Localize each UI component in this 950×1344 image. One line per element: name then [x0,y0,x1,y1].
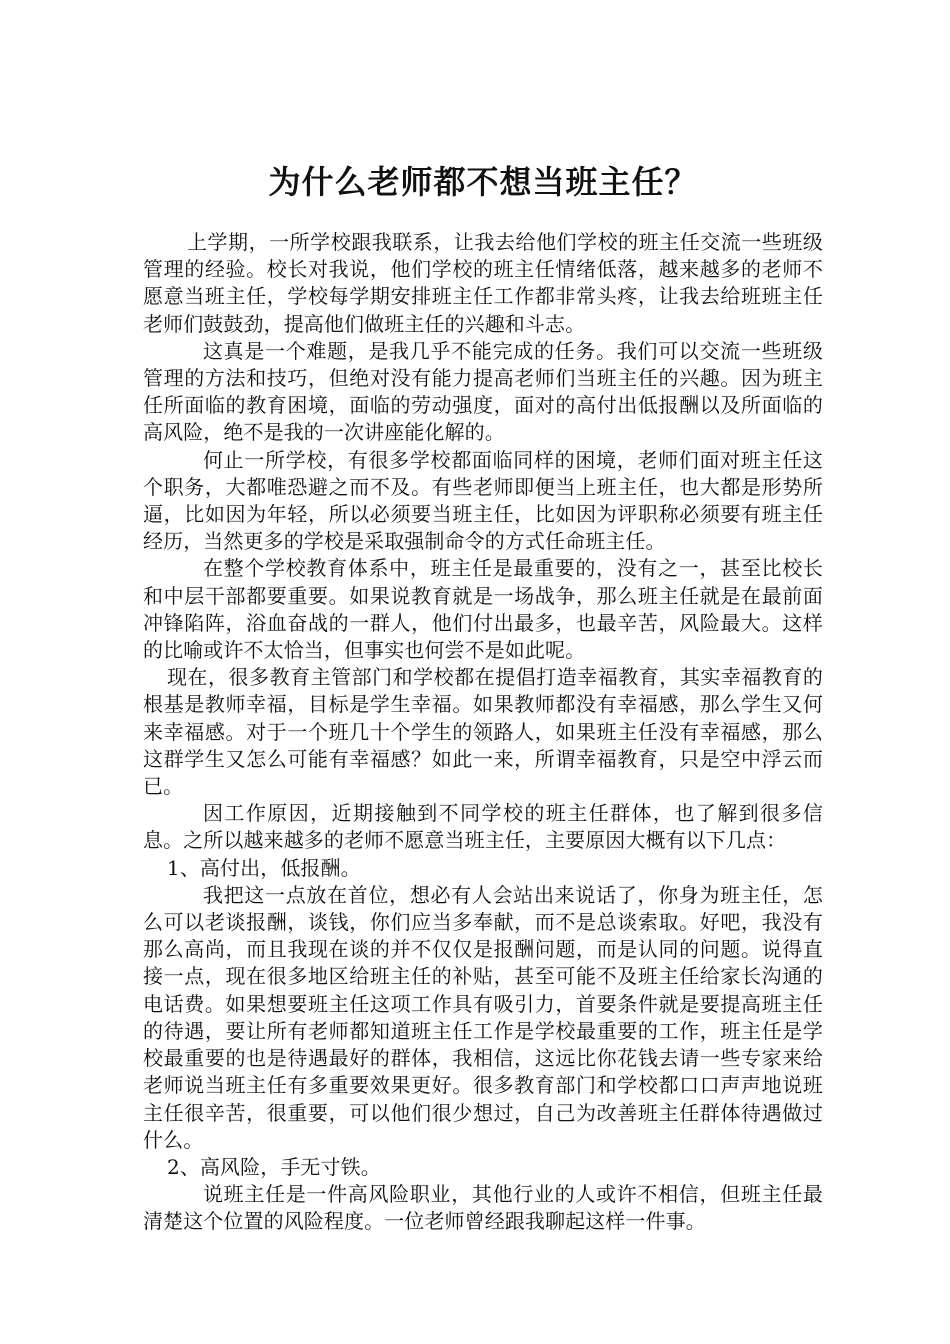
document-title: 为什么老师都不想当班主任？ [268,163,698,201]
paragraph-7: 我把这一点放在首位，想必有人会站出来说话了，你身为班主任，怎么可以老谈报酬，谈钱，你们应当多奉献，而不是总谈索取。好吧，我没有那么高尚，而且我现在谈的并不仅仅是报酬问题，而是认同的问题。说得直接一点，现在很多地区给班主任的补贴，甚至可能不及班主任给家长沟通的电话费。如果想要班主任这项工作具有吸引力，首要条件就是要提高班主任的待遇，要让所有老师都知道班主任工作是学校最重要的工作，班主任是学校最重要的也是待遇最好的群体，我相信，这远比你花钱去请一些专家来给老师说当班主任有多重要效果更好。很多教育部门和学校都口口声声地说班主任很辛苦，很重要，可以他们很少想过，自己为改善班主任群体待遇做过什么。 [143,882,823,1152]
section-heading-1: 1、高付出，低报酬。 [167,855,361,880]
paragraph-8: 说班主任是一件高风险职业，其他行业的人或许不相信，但班主任最清楚这个位置的风险程度。一位老师曾经跟我聊起这样一件事。 [143,1182,823,1234]
paragraph-3: 何止一所学校，有很多学校都面临同样的困境，老师们面对班主任这个职务，大都唯恐避之而不及。有些老师即便当上班主任，也大都是形势所逼，比如因为年轻，所以必须要当班主任，比如因为评职称必须要有班主任经历，当然更多的学校是采取强制命令的方式任命班主任。 [143,447,823,554]
section-heading-2: 2、高风险，手无寸铁。 [167,1154,381,1179]
paragraph-1: 上学期，一所学校跟我联系，让我去给他们学校的班主任交流一些班级管理的经验。校长对我说，他们学校的班主任情绪低落，越来越多的老师不愿意当班主任，学校每学期安排班主任工作都非常头疼，让我去给班班主任老师们鼓鼓劲，提高他们做班主任的兴趣和斗志。 [143,230,823,336]
paragraph-4: 在整个学校教育体系中，班主任是最重要的，没有之一，甚至比校长和中层干部都要重要。如果说教育就是一场战争，那么班主任就是在最前面冲锋陷阵，浴血奋战的一群人，他们付出最多，也最辛苦，风险最大。这样的比喻或许不太恰当，但事实也何尝不是如此呢。 [143,556,823,663]
paragraph-5: 现在，很多教育主管部门和学校都在提倡打造幸福教育，其实幸福教育的根基是教师幸福，目标是学生幸福。如果教师都没有幸福感，那么学生又何来幸福感。对于一个班几十个学生的领路人，如果班主任没有幸福感，那么这群学生又怎么可能有幸福感？如此一来，所谓幸福教育，只是空中浮云而已。 [143,665,823,799]
paragraph-6: 因工作原因，近期接触到不同学校的班主任群体，也了解到很多信息。之所以越来越多的老师不愿意当班主任，主要原因大概有以下几点： [143,801,823,853]
document-body [143,229,823,1236]
paragraph-2: 这真是一个难题，是我几乎不能完成的任务。我们可以交流一些班级管理的方法和技巧，但绝对没有能力提高老师们当班主任的兴趣。因为班主任所面临的教育困境，面临的劳动强度，面对的高付出低报酬以及所面临的高风险，绝不是我的一次讲座能化解的。 [143,338,823,445]
